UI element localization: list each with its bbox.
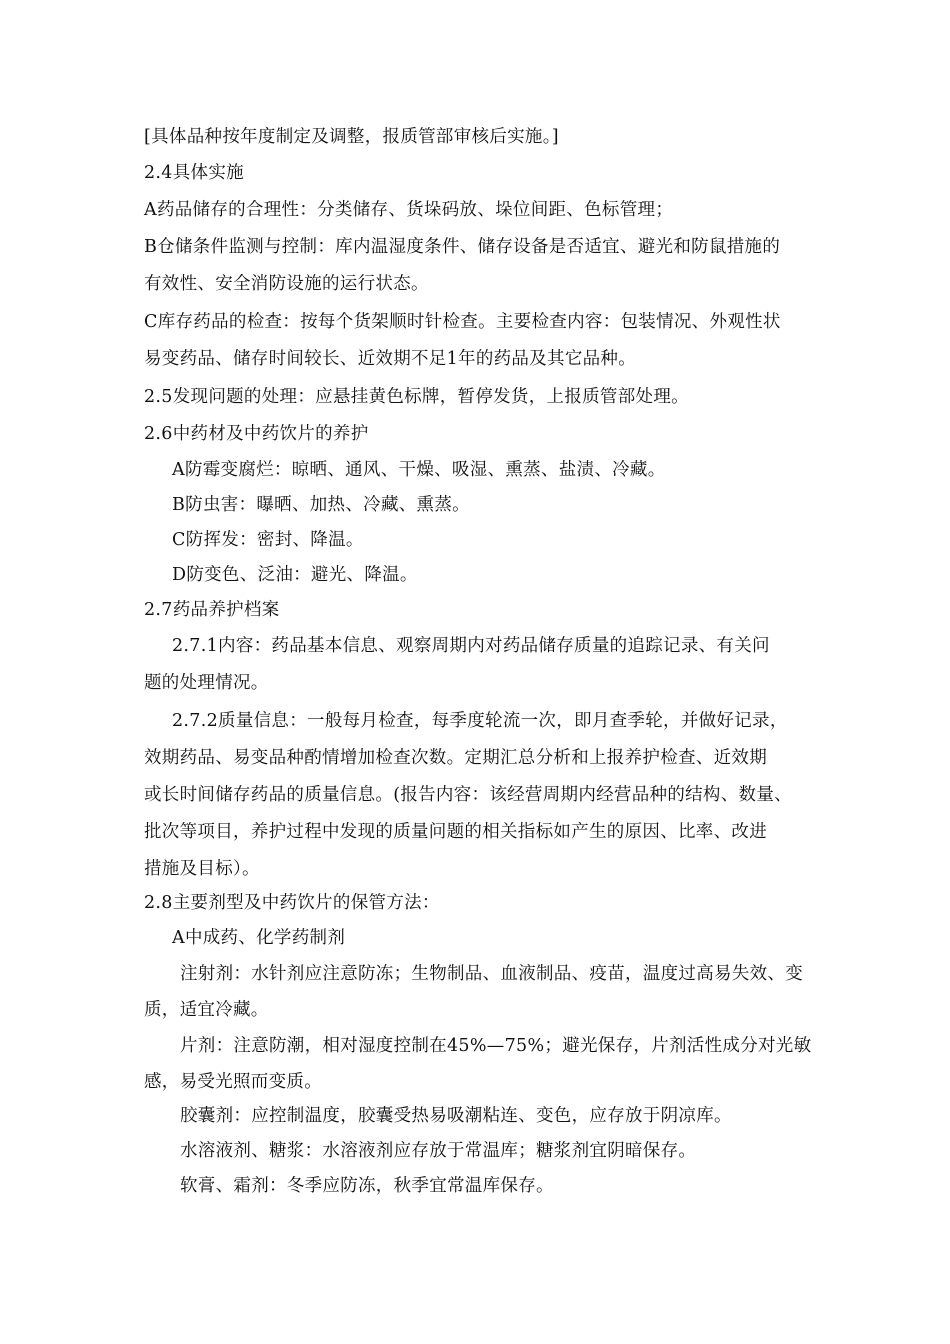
- text-line-2-7-2-line5: 措施及目标）。: [144, 859, 260, 879]
- text-line-insect: B防虫害：曝晒、加热、冷藏、熏蒸。: [172, 495, 470, 515]
- text-line-solution-syrup: 水溶液剂、糖浆：水溶液剂应存放于常温库；糖浆剂宜阴暗保存。: [180, 1141, 697, 1161]
- text-line-a-storage: A药品储存的合理性：分类储存、货垛码放、垛位间距、色标管理；: [144, 200, 674, 220]
- heading-2-4: 2.4具体实施: [144, 163, 244, 183]
- text-line-2-7-1-continued: 题的处理情况。: [144, 673, 269, 693]
- text-line-a-preparations: A中成药、化学药制剂: [172, 928, 346, 948]
- text-line-2-7-1: 2.7.1内容：药品基本信息、观察周期内对药品储存质量的追踪记录、有关问: [172, 636, 770, 656]
- text-line-capsule: 胶囊剂：应控制温度，胶囊受热易吸潮粘连、变色，应存放于阴凉库。: [180, 1106, 732, 1126]
- text-line-2-7-2: 2.7.2质量信息：一般每月检查，每季度轮流一次，即月查季轮，并做好记录，: [172, 711, 788, 731]
- heading-2-5: 2.5发现问题的处理：应悬挂黄色标牌，暂停发货，上报质管部处理。: [144, 387, 689, 407]
- text-line-ointment: 软膏、霜剂：冬季应防冻，秋季宜常温库保存。: [180, 1176, 554, 1196]
- text-line-2-7-2-line3: 或长时间储存药品的质量信息。(报告内容：该经营周期内经营品种的结构、数量、: [144, 785, 792, 805]
- text-line-injection-continued: 质，适宜冷藏。: [144, 1000, 269, 1020]
- text-line-c-continued: 易变药品、储存时间较长、近效期不足1年的药品及其它品种。: [144, 349, 637, 369]
- text-line-2-7-2-line4: 批次等项目，养护过程中发现的质量问题的相关指标如产生的原因、比率、改进: [144, 822, 767, 842]
- text-line-tablet: 片剂：注意防潮，相对湿度控制在45%—75%；避光保存，片剂活性成分对光敏: [180, 1036, 812, 1056]
- text-line-b-monitoring: B仓储条件监测与控制：库内温湿度条件、储存设备是否适宜、避光和防鼠措施的: [144, 237, 781, 257]
- heading-2-6: 2.6中药材及中药饮片的养护: [144, 424, 369, 444]
- text-line-injection: 注射剂：水针剂应注意防冻；生物制品、血液制品、疫苗，温度过高易失效、变: [180, 964, 803, 984]
- text-line-2-7-2-line2: 效期药品、易变品种酌情增加检查次数。定期汇总分析和上报养护检查、近效期: [144, 748, 767, 768]
- text-line-mold: A防霉变腐烂：晾晒、通风、干燥、吸湿、熏蒸、盐渍、冷藏。: [172, 460, 666, 480]
- text-line-b-continued: 有效性、安全消防设施的运行状态。: [144, 274, 429, 294]
- heading-2-8: 2.8主要剂型及中药饮片的保管方法：: [144, 893, 440, 913]
- text-line-discolor: D防变色、泛油：避光、降温。: [172, 565, 418, 585]
- text-line-c-inspection: C库存药品的检查：按每个货架顺时针检查。主要检查内容：包装情况、外观性状: [144, 312, 781, 332]
- text-line-volatile: C防挥发：密封、降温。: [172, 530, 364, 550]
- text-line-tablet-continued: 感，易受光照而变质。: [144, 1072, 322, 1092]
- text-line-bracket-note: [具体品种按年度制定及调整，报质管部审核后实施。]: [144, 127, 559, 147]
- heading-2-7: 2.7药品养护档案: [144, 600, 280, 620]
